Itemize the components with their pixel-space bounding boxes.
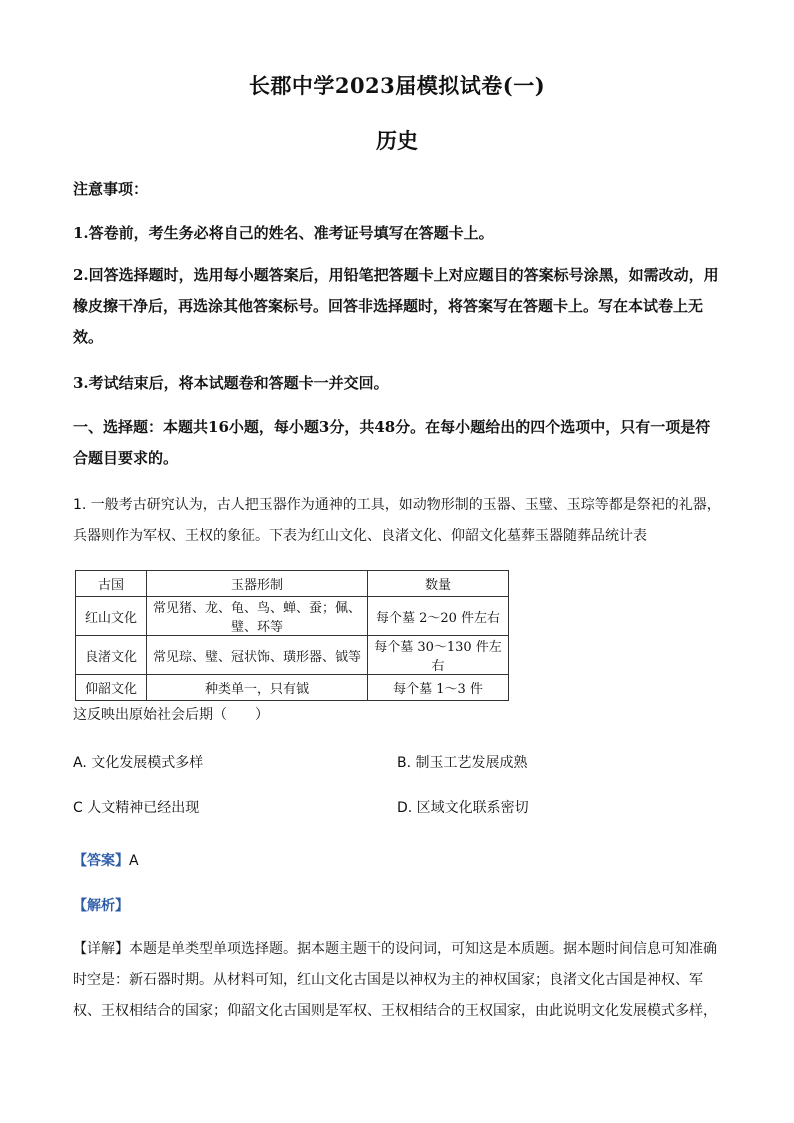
- table-cell: 常见琮、璧、冠状饰、璜形器、钺等: [147, 636, 368, 675]
- analysis-label: 【解析】: [73, 898, 129, 914]
- detail-paragraph: [73, 934, 723, 1027]
- table-header-cell: 古国: [76, 571, 147, 597]
- option-c: C 人文精神已经出现: [73, 800, 200, 816]
- question-1-prompt: 这反映出原始社会后期（ ）: [73, 707, 269, 723]
- table-cell: 常见猪、龙、龟、鸟、蝉、蚕；佩、璧、环等: [147, 597, 368, 636]
- answer-line: [73, 850, 139, 870]
- analysis-line: [73, 895, 129, 915]
- table-cell: 仰韶文化: [76, 675, 147, 701]
- table-header-row: [76, 571, 509, 597]
- notice-heading: 注意事项：: [73, 180, 149, 198]
- detail-text: 本题是单类型单项选择题。据本题主题干的设问词，可知这是本质题。据本题时间信息可知准确时空是：新石器时期。从材料可知，红山文化古国是以神权为主的神权国家；良渚文化古国是神权、军权、王权相结合的国家；仰韶文化古国则是军权、王权相结合的王权国家，由此说明文化发展模式多样，: [73, 941, 717, 1019]
- notice-item-2: 2.回答选择题时，选用每小题答案后，用铅笔把答题卡上对应题目的答案标号涂黑，如需改动，用橡皮擦干净后，再选涂其他答案标号。回答非选择题时，将答案写在答题卡上。写在本试卷上无效。: [73, 266, 719, 346]
- detail-label: 【详解】: [73, 941, 129, 957]
- question-1-stem: 1. 一般考古研究认为，古人把玉器作为通神的工具，如动物形制的玉器、玉璧、玉琮等都是祭祀的礼器，兵器则作为军权、王权的象征。下表为红山文化、良渚文化、仰韶文化墓葬玉器随葬品统计表: [73, 497, 721, 544]
- table-row: [76, 636, 509, 675]
- table-row: [76, 675, 509, 701]
- answer-label: 【答案】: [73, 853, 129, 869]
- jade-statistics-table: [75, 570, 509, 701]
- notice-item-1: 1.答卷前，考生务必将自己的姓名、准考证号填写在答题卡上。: [73, 224, 494, 242]
- answer-value: A: [129, 853, 139, 869]
- subject-title: 历史: [376, 128, 418, 153]
- table-cell: 良渚文化: [76, 636, 147, 675]
- option-a: A. 文化发展模式多样: [73, 755, 204, 771]
- section-heading: 一、选择题：本题共16小题，每小题3分，共48分。在每小题给出的四个选项中，只有一项是符合题目要求的。: [73, 418, 711, 467]
- table-cell: 种类单一，只有钺: [147, 675, 368, 701]
- table-cell: 每个墓 30～130 件左右: [368, 636, 509, 675]
- exam-title: 长郡中学2023届模拟试卷(一): [248, 73, 546, 98]
- table-cell: 红山文化: [76, 597, 147, 636]
- table-row: [76, 597, 509, 636]
- table-header-cell: 玉器形制: [147, 571, 368, 597]
- table-cell: 每个墓 1～3 件: [368, 675, 509, 701]
- notice-item-3: 3.考试结束后，将本试题卷和答题卡一并交回。: [73, 374, 389, 392]
- option-b: B. 制玉工艺发展成熟: [397, 755, 528, 771]
- table-header-cell: 数量: [368, 571, 509, 597]
- table-cell: 每个墓 2～20 件左右: [368, 597, 509, 636]
- option-d: D. 区域文化联系密切: [397, 800, 529, 816]
